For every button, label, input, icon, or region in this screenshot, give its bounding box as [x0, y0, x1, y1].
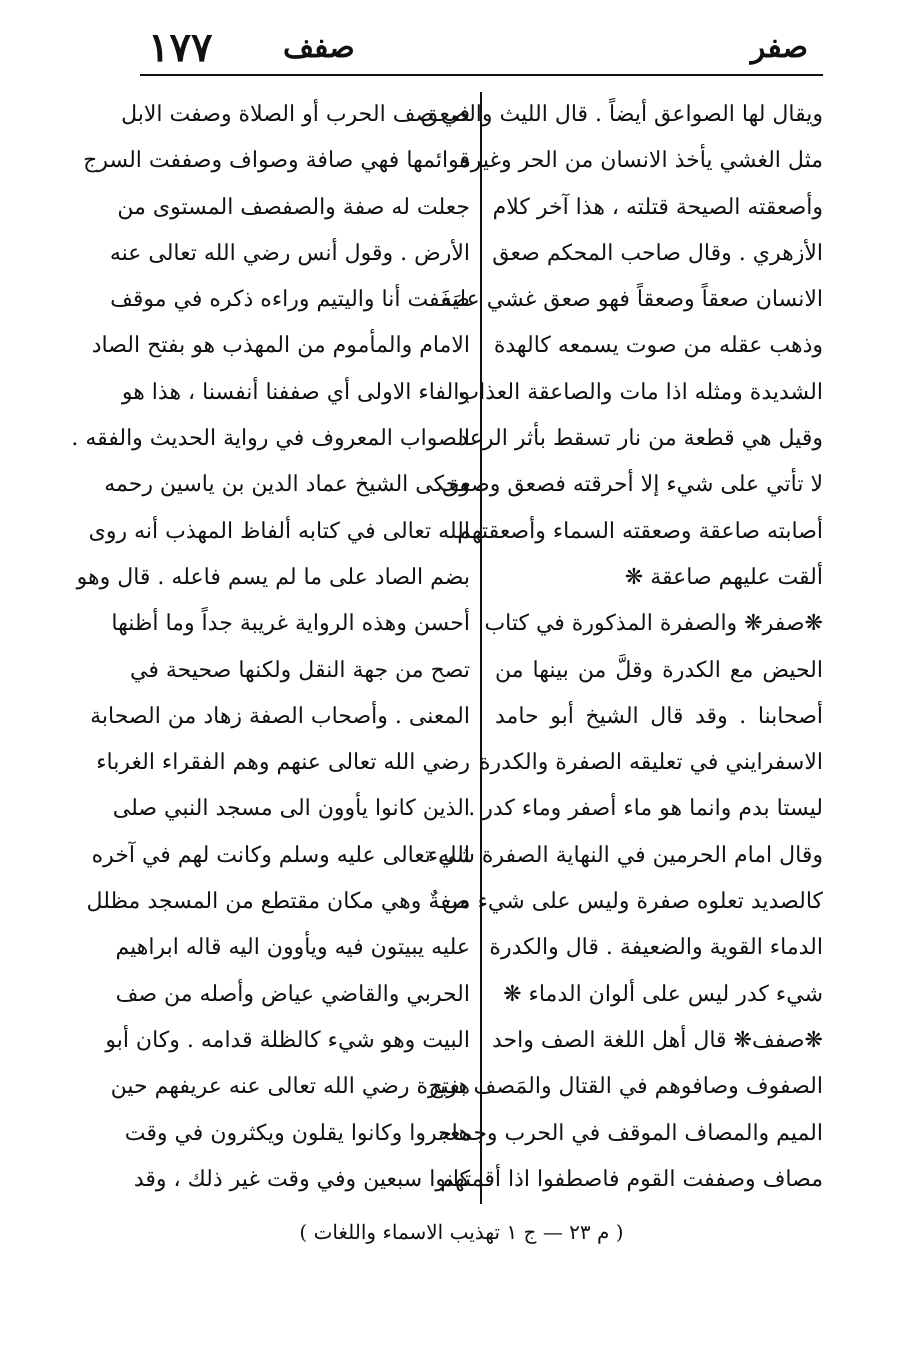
text-line: الميم والمصاف الموقف في الحرب وجمعه	[438, 1120, 823, 1146]
text-line: الأرض . وقول أنس رضي الله تعالى عنه	[109, 240, 470, 266]
text-line: وذهب عقله من صوت يسمعه كالهدة	[493, 333, 823, 359]
text-line: الصفوف وصافوهم في القتال والمَصف بفتح	[428, 1074, 823, 1100]
page-number: ١٧٧	[148, 24, 213, 71]
text-line: الحيض مع الكدرة وقلَّ من بينها من	[495, 657, 823, 683]
text-line: الدماء القوية والضعيفة . قال والكدرة	[489, 935, 823, 961]
text-line: الذين كانوا يأوون الى مسجد النبي صلى	[112, 796, 470, 822]
text-line: ليستا بدم وانما هو ماء أصفر وماء كدر .	[468, 796, 823, 822]
text-line: عليه يبيتون فيه ويأوون اليه قاله ابراهيم	[115, 935, 470, 961]
text-line: الامام والمأموم من المهذب هو بفتح الصاد	[91, 333, 470, 359]
text-line: وأصعقته الصيحة قتلته ، هذا آخر كلام	[492, 194, 823, 220]
text-line: الحربي والقاضي عياض وأصله من صف	[115, 981, 470, 1007]
text-line: ❋صفف❋ قال أهل اللغة الصف واحد	[491, 1027, 823, 1053]
page-header	[138, 22, 838, 72]
text-line: الانسان صعقاً وصعقاً فهو صعق غشي عليه	[440, 287, 823, 313]
text-line: صفةٌ وهي مكان مقتطع من المسجد مظلل	[86, 889, 470, 915]
running-head-left: صفف	[283, 30, 355, 65]
text-line: كالصديد تعلوه صفرة وليس على شيء من	[442, 889, 823, 915]
running-head-right: صفر	[750, 30, 808, 65]
text-line: لا تأتي على شيء إلا أحرقته فصعق وصعق	[442, 472, 823, 498]
text-line: جعلت له صفة والصفصف المستوى من	[117, 194, 470, 220]
right-text-column	[421, 92, 823, 1203]
text-line: مثل الغشي يأخذ الانسان من الحر وغيره	[459, 148, 823, 174]
text-line: المعنى . وأصحاب الصفة زهاد من الصحابة	[90, 703, 470, 729]
text-line: الاسفرايني في تعليقه الصفرة والكدرة	[479, 750, 823, 776]
text-line: الصواب المعروف في رواية الحديث والفقه .	[71, 426, 470, 452]
text-line: أحسن وهذه الرواية غريبة جداً وما أظنها	[111, 611, 470, 637]
text-line: الشديدة ومثله اذا مات والصاعقة العذاب	[458, 379, 823, 405]
text-line: رضي الله تعالى عنهم وهم الفقراء الغرباء	[96, 750, 470, 776]
text-line: البيت وهو شيء كالظلة قدامه . وكان أبو	[105, 1027, 470, 1053]
text-line: هريرة رضي الله تعالى عنه عريفهم حين	[110, 1074, 470, 1100]
text-line: أصحابنا . وقد قال الشيخ أبو حامد	[495, 703, 823, 729]
text-line: بضم الصاد على ما لم يسم فاعله . قال وهو	[76, 564, 470, 590]
left-text-column	[71, 92, 470, 1203]
page-footer: ( م ٢٣ — ج ١ تهذيب الاسماء واللغات )	[299, 1220, 624, 1244]
text-line: هاجروا وكانوا يقلون ويكثرون في وقت	[124, 1120, 470, 1146]
text-line: الأزهري . وقال صاحب المحكم صعق	[492, 240, 823, 266]
text-line: تصح من جهة النقل ولكنها صحيحة في	[129, 657, 470, 683]
text-line: صَفَفت أنا واليتيم وراءه ذكره في موقف	[110, 287, 470, 313]
text-line: وقال امام الحرمين في النهاية الصفرة شيء	[427, 842, 823, 868]
text-line: وقيل هي قطعة من نار تسقط بأثر الرعد	[458, 426, 823, 452]
header-rule	[140, 74, 823, 76]
text-line: أصابته صاعقة وصعقته السماء وأصعقتهم	[457, 518, 823, 544]
text-line: ألقت عليهم صاعقة ❋	[624, 564, 823, 590]
text-line: في صف الحرب أو الصلاة وصفت الابل	[121, 102, 470, 127]
text-line: كانوا سبعين وفي وقت غير ذلك ، وقد	[133, 1166, 470, 1192]
text-line: ويقال لها الصواعق أيضاً . قال الليث والصعق	[421, 102, 823, 127]
text-line: الله تعالى في كتابه ألفاظ المهذب أنه روى	[88, 518, 470, 544]
text-line: شيء كدر ليس على ألوان الدماء ❋	[503, 981, 823, 1007]
column-divider	[480, 92, 482, 1204]
text-line: قوائمها فهي صافة وصواف وصففت السرج	[83, 148, 470, 174]
text-line: وحكى الشيخ عماد الدين بن ياسين رحمه	[104, 472, 470, 498]
text-line: ❋صفر❋ والصفرة المذكورة في كتاب	[484, 611, 823, 637]
text-line: الله تعالى عليه وسلم وكانت لهم في آخره	[91, 842, 470, 868]
text-line: والفاء الاولى أي صففنا أنفسنا ، هذا هو	[121, 379, 470, 405]
text-line: مصاف وصففت القوم فاصطفوا اذا أقمتهم	[440, 1166, 823, 1192]
